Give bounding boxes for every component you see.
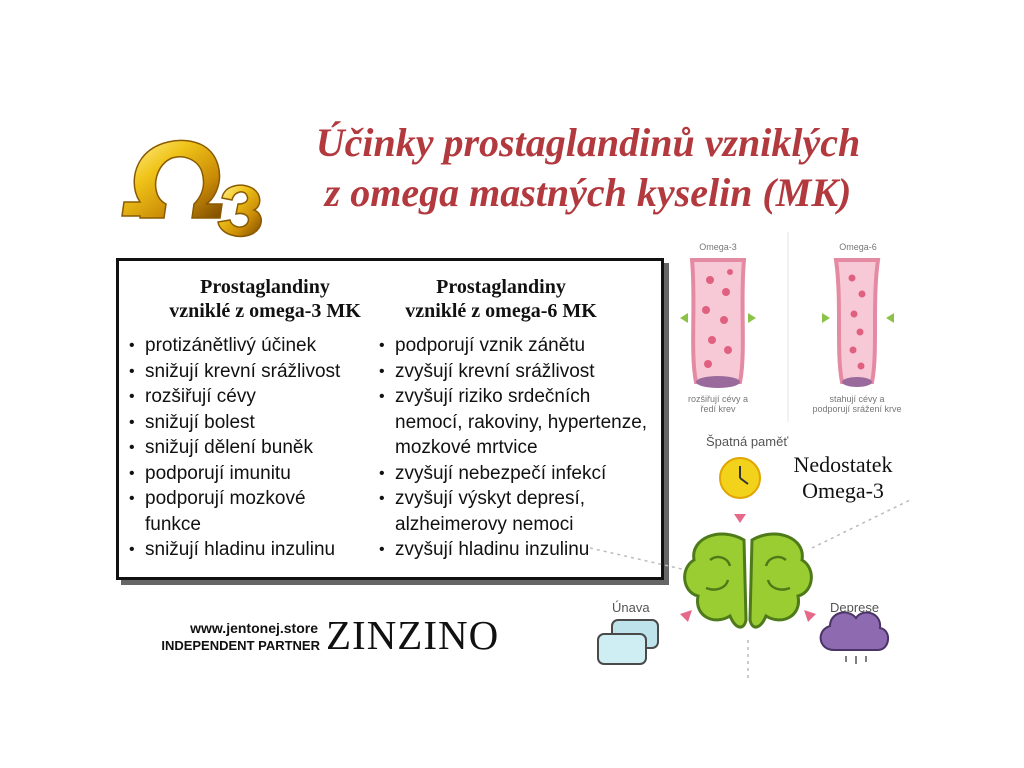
rain-cloud-icon — [821, 612, 888, 664]
comparison-table — [116, 258, 664, 580]
arrow-right-icon — [804, 610, 816, 622]
pillow-icon — [598, 620, 658, 664]
arrow-left-icon — [680, 610, 692, 622]
omega-6-caption-line-1: stahují cévy a — [829, 394, 885, 404]
footer-partner: INDEPENDENT PARTNER — [161, 638, 320, 653]
omega-6-heading — [377, 275, 665, 323]
memory-label: Špatná paměť — [706, 434, 789, 449]
list-item: • rozšiřují cévy — [127, 384, 377, 410]
title-line-2: z omega mastných kyselin (MK) — [324, 170, 852, 215]
omega-6-heading-line-1: Prostaglandiny — [436, 276, 566, 298]
list-item: • snižují hladinu inzulinu — [127, 537, 377, 563]
page-title — [268, 118, 908, 218]
omega-3-heading-line-2: vzniklé z omega-3 MK — [169, 300, 361, 322]
omega-3-column — [127, 275, 377, 563]
omega-6-caption-line-2: podporují srážení krve — [812, 404, 902, 414]
omega-3-logo-icon — [118, 124, 268, 239]
deficiency-title — [778, 452, 908, 504]
omega-3-vessel-label: Omega-3 — [699, 242, 737, 252]
list-item: • zvyšují výskyt depresí, alzheimerovy nemoci — [377, 486, 607, 537]
depression-label: Deprese — [830, 600, 880, 615]
title-line-1: Účinky prostaglandinů vzniklých — [315, 120, 861, 165]
deficiency-title-line-1: Nedostatek — [793, 452, 893, 477]
list-item: • podporují imunitu — [127, 461, 377, 487]
list-item: • zvyšují riziko srdečních nemocí, rakoviny, hypertenze, mozkové mrtvice — [377, 384, 659, 461]
blood-vessel-illustration — [660, 232, 920, 432]
omega-6-vessel-caption — [800, 394, 914, 414]
brand-logo: ZINZINO — [326, 612, 500, 658]
fatigue-label: Únava — [612, 600, 650, 615]
arrow-down-icon — [734, 514, 746, 523]
brain-icon — [685, 534, 812, 627]
deficiency-title-line-2: Omega-3 — [802, 478, 884, 503]
clock-icon — [720, 458, 760, 498]
omega-3-heading — [127, 275, 377, 323]
list-item: • snižují krevní srážlivost — [127, 359, 377, 385]
omega-3-caption-line-2: ředí krev — [700, 404, 736, 414]
footer-url: www.jentonej.store — [190, 620, 318, 636]
list-item: • zvyšují nebezpečí infekcí — [377, 461, 665, 487]
list-item: • podporují vznik zánětu — [377, 333, 665, 359]
omega-6-vessel-label: Omega-6 — [839, 242, 877, 252]
list-item: • protizánětlivý účinek — [127, 333, 377, 359]
omega-3-caption-line-1: rozšiřují cévy a — [687, 394, 749, 404]
list-item: • snižují dělení buněk — [127, 435, 377, 461]
omega-6-heading-line-2: vzniklé z omega-6 MK — [405, 300, 597, 322]
list-item: • podporují mozkové funkce — [127, 486, 327, 537]
list-item: • snižují bolest — [127, 410, 377, 436]
list-item: • zvyšují krevní srážlivost — [377, 359, 665, 385]
omega-3-effects-list — [127, 333, 377, 563]
list-item: • zvyšují hladinu inzulinu — [377, 537, 665, 563]
omega-3-vessel-caption — [668, 394, 768, 414]
omega-3-heading-line-1: Prostaglandiny — [200, 276, 330, 298]
